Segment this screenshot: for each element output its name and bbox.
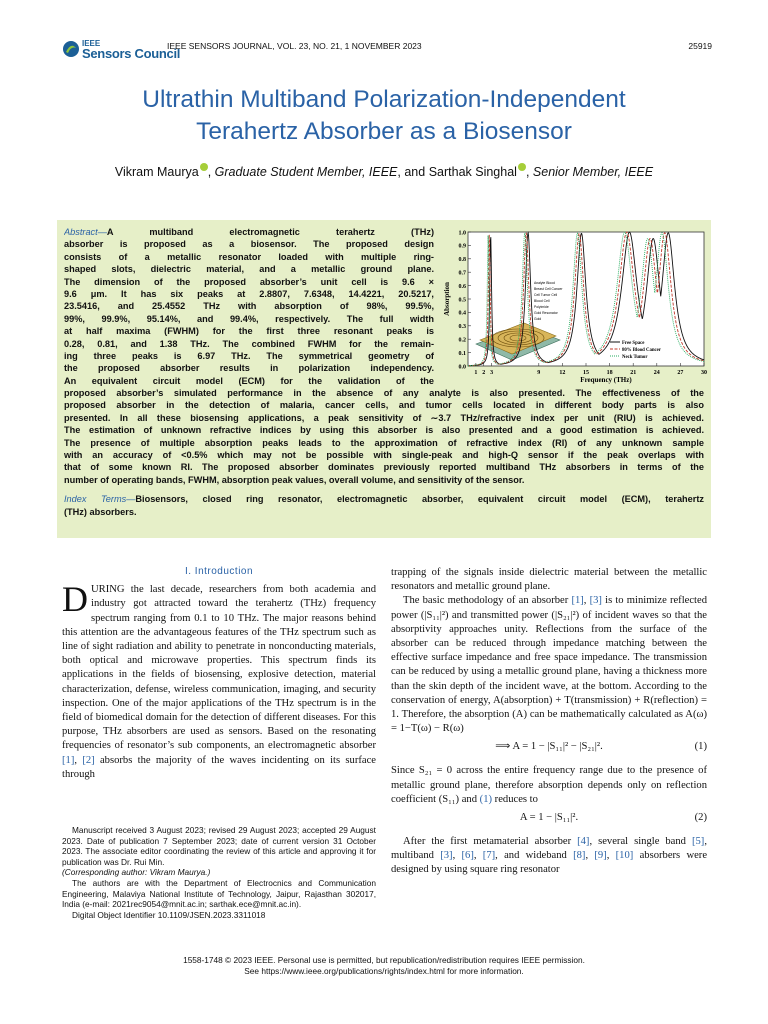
x-axis-label: Frequency (THz) [580,376,632,384]
inset-label: Cell Tumor Cell [534,293,558,297]
equation-body: A = 1 − |S₁₁|². [519,812,579,824]
author-2: Sarthak Singhal [428,165,517,179]
y-tick-label: 0.0 [458,364,466,371]
abstract-label: Abstract— [64,227,107,237]
abstract-line: number of operating bands, FWHM, absorption peak values, overall volume, and sensitivity of the sensor. [64,474,525,485]
abstract-line: An equivalent circuit model (ECM) for the validation of the [64,375,434,386]
author-1: Vikram Maurya [114,165,199,179]
rights-link-line: See https://www.ieee.org/publications/rights/index.html for more information. [244,966,524,976]
abstract-line: shaped slots, dielectric material, and a metallic ground plane. [64,264,434,275]
index-terms-line: (THz) absorbers. [64,506,137,517]
doi[interactable]: Digital Object Identifier 10.1109/JSEN.2023.3311018 [72,909,266,920]
sensors-logo-icon [62,40,80,58]
equation-body: ⟹ A = 1 − |S₁₁|² − |S₂₁|². [495,741,603,753]
footnote [62,825,376,920]
equation-2 [391,811,707,831]
x-tick-label: 30 [701,370,707,376]
abstract-line: 0.28, 0.81, and 1.38 THz. The combined FWHM for the remain- [64,338,434,349]
abstract-line: 99%, 99.9%, 95.14%, and 99.4%, respectively. The full width [64,313,434,324]
abstract-line: proposed absorber in the detection of malaria, cancer cells, and tumor cells located in different body parts is also [64,400,704,411]
y-tick-label: 0.1 [458,350,466,357]
logo-main-text: Sensors Council [82,46,181,61]
y-tick-label: 0.2 [458,337,466,344]
equation-1 [391,740,707,760]
citation-link[interactable]: [7] [482,850,496,862]
abstract-line: 9.6 μm. It has six peaks at 2.8807, 7.6348, 14.4221, 20.5217, [64,288,434,299]
y-tick-label: 0.6 [458,283,466,290]
citation-link[interactable]: [10] [615,850,634,862]
y-tick-label: 0.9 [458,243,466,250]
paragraph: The basic methodology of an absorber [1], [3] is to minimize reflected power (|S₁₁|²) and transmitted power (|S₂₁|²) of incident waves so that the absorptivity approaches unity. Reflections from the surface of the absorber can be reduced through impedance matching between the effective surface impedance and free space impedance. The transmission can be reduced by using a metallic ground plane, having a thickness more than the skin depth of the incident wave, at the bottom. According to the conservation of energy, A(absorption) + T(transmission) + R(reflection) = 1. Therefore, the absorption (A) can be mathematically calculated as A(ω) = 1−T(ω) − R(ω) [391,595,707,735]
copyright-notice [60,955,708,977]
inset-label: Analyte Blood [534,281,555,285]
body-text: reduces to [492,793,538,805]
intro-text: absorbs the majority of the waves incidenting on its surface through [62,754,376,780]
y-tick-label: 0.5 [458,297,466,304]
index-terms-text: Biosensors, closed ring resonator, electromagnetic absorber, equivalent circuit model (ECM), terahertz [135,494,704,505]
inset-label: Gold [534,317,542,321]
x-tick-label: 27 [677,370,684,376]
paragraph [391,764,707,807]
inset-label: Breast Cell Cancer [534,287,563,291]
body-text: absorbers were designed by using square ring resonator [391,850,708,876]
citation-link[interactable]: [4] [577,836,590,848]
y-tick-label: 0.4 [458,310,466,317]
legend-label: Free Space [622,341,645,346]
body-text: is to minimize reflected power (|S₁₁|²) and transmitted power (|S₂₁|²) of incident waves so that the absorptivity approaches unity. Reflections from the surface of the absorber can be reduced through impedance matching between the effective surface impedance and free space impedance. The transmission can be reduced by using a metallic ground plane, having a thickness more than the skin depth of the incident wave, at the bottom. According to the conservation of energy, A(absorption) + T(transmission) + R(reflection) = 1. Therefore, the absorption (A) can be mathematically calculated as A(ω) = 1−T(ω) − R(ω) [391,595,707,735]
footnote-dates [62,825,376,878]
x-tick-label: 21 [630,370,637,376]
drop-cap: D [62,579,88,620]
abstract-line: that of some known RI. The proposed absorber dominates previously reported multiband THz absorbers in terms of the [64,462,704,473]
abstract-line: at half maxima (FWHM) for the first three resonant peaks is [64,326,434,337]
inset-label: Polyimide [534,305,549,309]
x-tick-label: 9 [537,370,541,376]
index-terms-line [64,493,704,505]
citation-link[interactable]: [6] [461,850,474,862]
copyright-line: 1558-1748 © 2023 IEEE. Personal use is permitted, but republication/redistribution requires IEEE permission. [183,955,585,965]
intro-text: URING the last decade, researchers from both academia and industry got attracted toward the terahertz (THz) frequency spectrum ranging from 0.1 to 10 THz. The major reasons behind this attention are the advantageous features of the THz spectrum such as line of sight radiation and ability to penetrate in nonconducting materials, both optical and microwave properties. This spectrum finds its applications in the fields of biosensing, explosive detection, material characterization, defense, wireless communication, imaging, and security inspection. One of the major applications of the THz spectrum is in the field of biomedical domain for the detection of different diseases. For this purpose, THz absorbers are used as sensors. Based on the resonating frequencies of resonator’s sub components, an electromagnetic absorber [62,584,376,752]
abstract-line: The estimation of unknown refractive indices by using this absorber is also presented and a good estimation is achieved. [64,425,704,436]
citation-link[interactable]: [5] [691,836,705,848]
author-1-role: Graduate Student Member, IEEE [214,165,398,179]
y-tick-label: 0.8 [458,257,466,264]
y-axis-label: Absorption [443,282,451,316]
legend-label: Neck Tumor [622,355,648,360]
citation-link[interactable]: [3] [589,595,602,607]
absorption-spectrum-chart [442,226,707,386]
page-number: 25919 [688,41,712,51]
body-text: The basic methodology of an absorber [403,595,572,607]
orcid-icon[interactable] [518,163,526,171]
title-line-2: Terahertz Absorber as a Biosensor [196,118,572,145]
author-separator: , [525,165,533,179]
right-column [391,566,707,878]
body-text: , multiband [391,836,707,862]
body-text: Since S₂₁ = 0 across the entire frequency range due to the presence of metallic ground plane, therefore absorption depends only on reflection coefficient (S₁₁) and [391,765,707,805]
journal-name: IEEE SENSORS JOURNAL, VOL. 23, NO. 21, 1 NOVEMBER 2023 [167,41,422,51]
abstract-line: with an accuracy of <0.5% which may not be possible with single-peak and high-Q sensor if the peak overlaps with [64,450,704,461]
paragraph: After the first metamaterial absorber [4], several single band [5], multiband [3], [6], [7], and wideband [8], [9], [10] absorbers were designed by using square ring resonator [391,836,708,876]
x-tick-label: 15 [583,370,589,376]
corresponding-author: (Corresponding author: Vikram Maurya.) [62,867,211,878]
abstract-line: consists of a metallic resonator loaded with multiple ring- [64,251,434,262]
x-tick-label: 2 [482,370,486,376]
author-separator: , [207,165,215,179]
legend-label: 80% Blood Cancer [622,348,661,353]
left-column [62,565,376,782]
author-conjunction: , and [397,165,429,179]
intro-paragraph: DURING the last decade, researchers from both academia and industry got attracted toward the terahertz (THz) frequency spectrum ranging from 0.1 to 10 THz. The major reasons behind this attention are the advantageous features of the THz spectrum such as line of sight radiation and ability to penetrate in nonconducting materials, both optical and microwave properties. This spectrum finds its applications in the fields of biosensing, explosive detection, material characterization, defense, wireless communication, imaging, and security inspection. One of the major applications of the THz spectrum is in the field of biomedical domain for the detection of different diseases. For this purpose, THz absorbers are used as sensors. Based on the resonating frequencies of resonator’s sub components, an electromagnetic absorber [1], [2] absorbs the majority of the waves incidenting on its surface through [62,579,376,780]
citation-link[interactable]: [8] [573,850,586,862]
abstract-line: The dimension of the proposed absorber’s unit cell is 9.6 × [64,276,434,287]
abstract-line [64,226,434,238]
body-text: , and wideband [495,850,574,862]
y-tick-label: 0.7 [458,270,466,277]
x-tick-label: 3 [490,370,494,376]
abstract-text: A multiband electromagnetic terahertz (THz) [106,227,434,237]
x-tick-label: 12 [559,370,566,376]
author-2-role: Senior Member, IEEE [532,165,654,179]
abstract-line: the proposed absorber results in polarization independency. [64,363,434,374]
x-tick-label: 24 [653,370,660,376]
y-tick-label: 0.3 [458,324,466,331]
paragraph: trapping of the signals inside dielectric material between the metallic resonators and metallic ground plane. [391,567,707,593]
abstract-line: absorber is proposed as a biosensor. The proposed design [64,239,434,250]
body-text: , several single band [589,836,692,848]
abstract-line: 23.5416, and 25.4552 THz with absorption of 98%, 99.5%, [64,301,434,312]
abstract-line: The presence of multiple absorption peaks leads to the approximation of refractive index (RI) of any unknown sample [64,437,704,448]
logo-small-text: IEEE [82,39,101,48]
author-list [60,163,708,179]
abstract-line: proposed absorber’s simulated performance in the absence of any analyte is also presented. The effectiveness of the [64,388,704,399]
index-terms-label: Index Terms— [64,494,136,505]
inset-label: Blood Cell [534,299,550,303]
citation-link[interactable]: [9] [594,850,607,862]
x-tick-label: 18 [606,370,613,376]
y-tick-label: 1.0 [458,230,466,237]
citation-link[interactable]: [1] [571,595,584,607]
title-line-1: Ultrathin Multiband Polarization-Independent [142,86,626,113]
equation-number: (2) [694,812,707,824]
footnote-affiliation: The authors are with the Department of Electrocnics and Communication Engineering, Malaviya National Institute of Technology, Jaipur, Rajasthan 302017, India (e-mail: 2021rec9054@mnit.ac.in; sarthak.ece@mnit.ac.in). [62,877,376,910]
abstract-line: ing three peaks is 6.97 THz. The symmetrical geometry of [64,350,434,361]
body-text: After the first metamaterial absorber [403,836,578,848]
citation-link[interactable]: [2] [82,754,95,766]
equation-number: (1) [694,741,707,753]
abstract-line: presented. In all these biosensing applications, a peak sensitivity of ∼3.7 THz/refractive index per unit (RIU) is achieved. [64,412,704,423]
inset-label: Gold Resonator [534,311,558,315]
footnote-text: Manuscript received 3 August 2023; revised 29 August 2023; accepted 29 August 2023. Date of publication 7 September 2023; date of current version 31 October 2023. The associate editor coordinating the review of this article and approving it for publication was Dr. Rui Min. [62,825,376,867]
equation-link[interactable]: (1) [479,793,493,805]
citation-link[interactable]: [1] [62,754,75,766]
orcid-icon[interactable] [200,163,208,171]
running-header [62,38,712,66]
section-heading: I. Introduction [184,566,254,577]
citation-link[interactable]: [3] [440,850,453,862]
ieee-sensors-council-logo [62,38,181,62]
x-tick-label: 1 [474,370,478,376]
paper-title [50,84,718,148]
